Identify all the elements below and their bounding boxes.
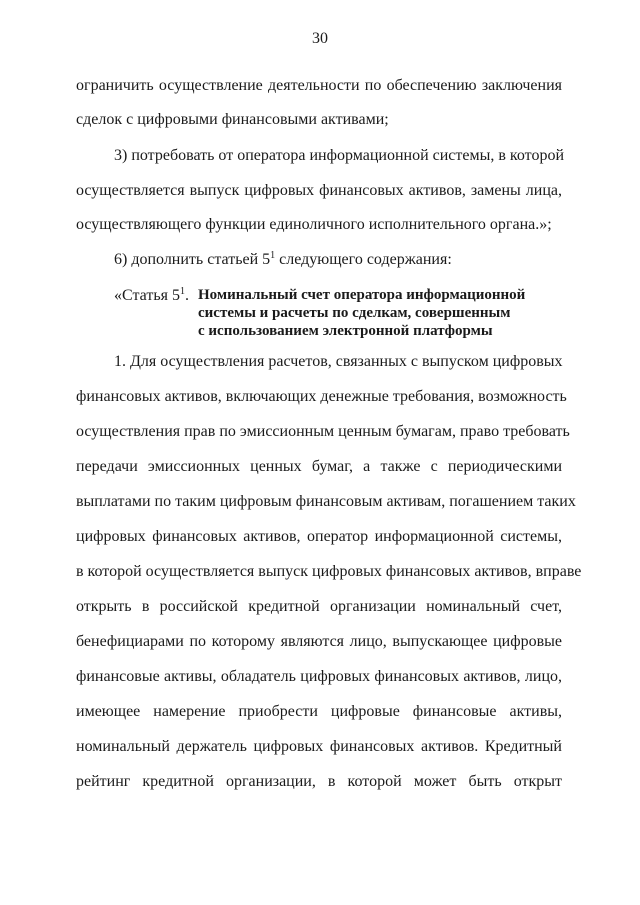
text-line: передачи эмиссионных ценных бумаг, а также с периодическими [76,458,562,475]
text-line: 3) потребовать от оператора информационной системы, в которой [114,147,565,164]
text-line: цифровых финансовых активов, оператор информационной системы, [76,528,562,545]
item-6-prefix: 6) дополнить статьей 5 [114,251,271,268]
text-line: ограничить осуществление деятельности по обеспечению заключения [76,77,562,94]
item-6-line [114,250,562,270]
text-line: выплатами по таким цифровым финансовым активам, погашением таких [76,493,576,510]
text-line: 1. Для осуществления расчетов, связанных с выпуском цифровых [114,353,563,370]
text-line: открыть в российской кредитной организации номинальный счет, [76,598,562,615]
article-label-superscript: 1 [179,286,185,297]
text-line: рейтинг кредитной организации, в которой может быть открыт [76,773,562,790]
text-line: финансовые активы, обладатель цифровых финансовых активов, лицо, [76,668,562,685]
text-line: финансовых активов, включающих денежные требования, возможность [76,388,567,405]
item-6-suffix: следующего содержания: [275,251,452,268]
article-title-line: с использованием электронной платформы [198,323,493,339]
article-title [198,286,525,340]
text-line: бенефициарами по которому являются лицо, выпускающее цифровые [76,633,562,650]
text-line: номинальный держатель цифровых финансовых активов. Кредитный [76,738,562,755]
article-title-line: Номинальный счет оператора информационной [198,287,526,303]
text-line: осуществляется выпуск цифровых финансовых активов, замены лица, [76,182,562,199]
text-line: осуществляющего функции единоличного исполнительного органа.»; [76,216,552,233]
article-label-suffix: . [184,287,189,304]
item-6-superscript: 1 [270,250,276,261]
text-line: имеющее намерение приобрести цифровые финансовые активы, [76,703,562,720]
article-label [114,286,189,306]
text-line: сделок с цифровыми финансовыми активами; [76,111,389,128]
article-title-line: системы и расчеты по сделкам, совершенным [198,305,511,321]
text-line: в которой осуществляется выпуск цифровых финансовых активов, вправе [76,563,582,580]
article-label-prefix: «Статья 5 [114,287,180,304]
text-line: осуществления прав по эмиссионным ценным бумагам, право требовать [76,423,570,440]
page-number: 30 [312,30,328,47]
